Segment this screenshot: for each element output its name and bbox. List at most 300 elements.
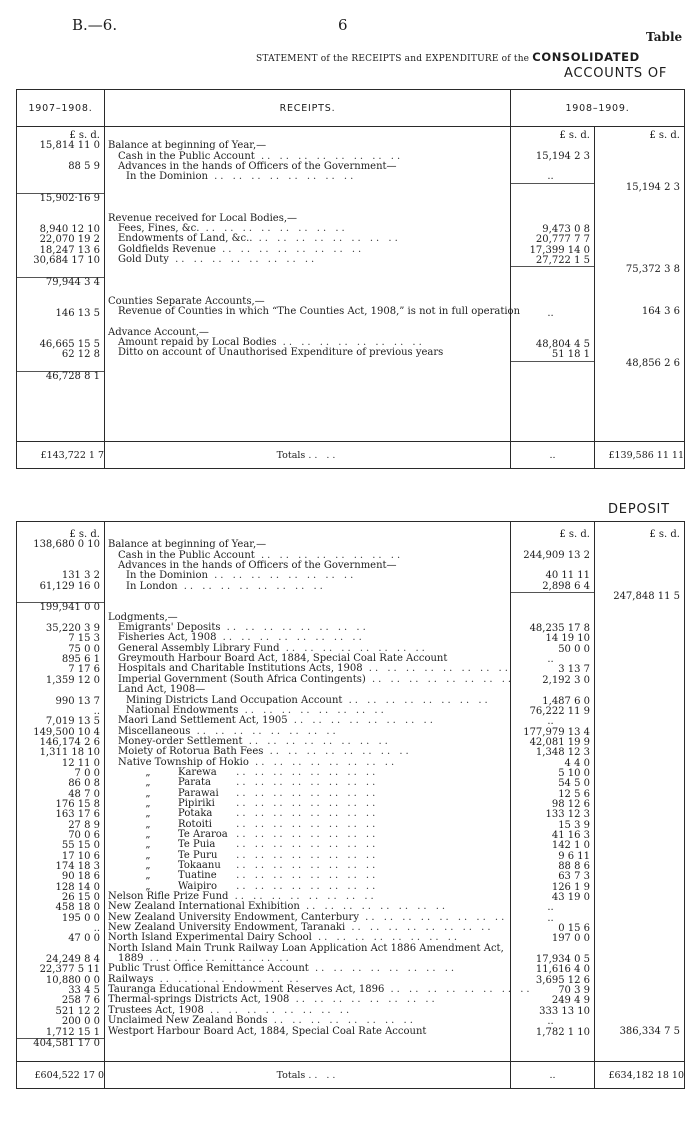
total-value bbox=[595, 1006, 684, 1016]
total-value bbox=[595, 623, 684, 633]
amount-value: 50 0 0 bbox=[558, 643, 590, 655]
deposit-totals-row-label: Totals .. .. bbox=[105, 1062, 511, 1089]
total-value bbox=[595, 162, 684, 172]
total-value bbox=[595, 830, 684, 840]
prev-year-value: 75 0 0 bbox=[68, 643, 100, 655]
leader-dots: .. .. .. .. .. .. .. .. bbox=[230, 777, 379, 789]
description-text: Lodgments,— bbox=[108, 611, 178, 623]
prev-year-value: 55 15 0 bbox=[61, 840, 100, 852]
leader-dots: .. .. .. .. .. .. .. .. bbox=[279, 642, 428, 654]
line-description bbox=[105, 276, 510, 286]
leader-dots: .. .. .. .. .. .. .. .. bbox=[252, 233, 401, 245]
prev-year-value: 1,359 12 0 bbox=[45, 674, 100, 686]
leader-dots: .. .. .. .. .. .. .. .. bbox=[230, 818, 379, 830]
line-description bbox=[105, 305, 521, 317]
description-text: Goldfields Revenue bbox=[118, 243, 216, 255]
leader-dots: .. .. .. .. .. .. .. .. bbox=[230, 860, 379, 871]
total-value bbox=[595, 778, 684, 788]
prev-year-column bbox=[17, 127, 105, 442]
amount-value bbox=[511, 183, 594, 194]
amount-value: 1,487 6 0 bbox=[542, 695, 590, 707]
prev-year-value bbox=[17, 266, 104, 276]
amount-value: 70 3 9 bbox=[558, 985, 590, 997]
prev-year-value: 15,902·16 9 bbox=[17, 193, 104, 204]
description-text: Counties Separate Accounts,— bbox=[108, 295, 265, 307]
leader-dots: .. .. .. .. .. .. .. .. bbox=[311, 932, 461, 944]
prev-year-value bbox=[17, 319, 104, 329]
amount-value: 27,722 1 5 bbox=[535, 255, 590, 267]
total-value bbox=[595, 902, 684, 912]
amount-value: 0 15 6 bbox=[558, 923, 590, 935]
description-text: Miscellaneous bbox=[118, 725, 191, 737]
line-description bbox=[105, 265, 510, 275]
description-text: „ bbox=[145, 777, 151, 789]
amount-value: £ s. d. bbox=[559, 130, 590, 141]
description-text: Mining Districts Land Occupation Account bbox=[126, 694, 343, 706]
statement-emphasis: CONSOLIDATED bbox=[532, 50, 640, 64]
col-header-next-year: 1908–1909. bbox=[511, 90, 685, 127]
amount-value: 177,979 13 4 bbox=[523, 726, 590, 738]
amount-value bbox=[511, 288, 594, 298]
total-value bbox=[595, 245, 684, 255]
deposit-total-next-year: £634,182 18 10 bbox=[595, 1062, 685, 1089]
total-value: 48,856 2 6 bbox=[625, 357, 680, 369]
prev-year-value: .. bbox=[93, 705, 100, 717]
description-text: Emigrants' Deposits bbox=[118, 622, 221, 634]
leader-dots: .. .. .. .. .. .. .. .. bbox=[230, 766, 379, 778]
township-name: Rotoiti bbox=[178, 818, 213, 830]
total-value bbox=[595, 975, 684, 985]
total-value bbox=[595, 789, 684, 799]
total-value bbox=[595, 551, 684, 561]
leader-dots: .. .. .. .. .. .. .. .. bbox=[289, 994, 438, 1006]
description-text: Nelson Rifle Prize Fund bbox=[108, 891, 229, 903]
total-value: 386,334 7 5 bbox=[619, 1025, 680, 1037]
amount-value: 133 12 3 bbox=[545, 809, 590, 821]
line-description bbox=[105, 359, 510, 369]
township-name: Te Puru bbox=[178, 849, 218, 861]
amount-value: 197 0 0 bbox=[551, 933, 590, 945]
prev-year-value bbox=[17, 288, 104, 298]
description-text: „ bbox=[145, 880, 151, 892]
leader-dots: .. .. .. .. .. .. .. .. bbox=[238, 704, 387, 716]
line-description bbox=[105, 255, 510, 265]
total-value: 75,372 3 8 bbox=[625, 264, 680, 276]
amount-value: 14 19 10 bbox=[545, 633, 590, 645]
prev-year-value: 86 0 8 bbox=[68, 778, 100, 790]
township-name: Pipiriki bbox=[178, 797, 215, 809]
description-text: Amount repaid by Local Bodies bbox=[118, 336, 277, 348]
prev-year-value: 1,712 15 1 bbox=[45, 1026, 100, 1038]
prev-year-value: 128 14 0 bbox=[55, 881, 100, 893]
total-amount-placeholder: .. bbox=[511, 442, 595, 469]
amount-value: 15,194 2 3 bbox=[535, 150, 590, 162]
leader-dots: .. .. .. .. .. .. .. .. bbox=[384, 984, 533, 996]
total-value bbox=[595, 193, 684, 203]
amount-value bbox=[511, 592, 594, 603]
leader-dots: .. .. .. .. .. .. .. .. bbox=[342, 694, 491, 706]
amount-value: 1,782 1 10 bbox=[535, 1026, 590, 1038]
prev-year-value bbox=[17, 551, 104, 561]
deposit-heading: DEPOSIT bbox=[608, 502, 670, 517]
total-value bbox=[595, 799, 684, 809]
total-value bbox=[595, 141, 684, 151]
amount-value: 48,235 17 8 bbox=[529, 623, 590, 635]
township-name: Parawai bbox=[178, 787, 219, 799]
description-text: Cash in the Public Account bbox=[118, 150, 255, 162]
description-text: Land Act, 1908— bbox=[118, 684, 206, 696]
description-text: Endowments of Land, &c.. bbox=[118, 233, 253, 245]
leader-dots: .. .. .. .. .. .. .. .. bbox=[230, 797, 379, 809]
total-value bbox=[595, 644, 684, 654]
total-value bbox=[595, 664, 684, 674]
total-value: £ s. d. bbox=[649, 529, 680, 540]
description-text: Revenue of Counties in which “The Counties Act, 1908,” is not in full operation bbox=[118, 305, 521, 317]
total-value bbox=[595, 328, 684, 338]
amount-value: 2,898 6 4 bbox=[542, 580, 590, 592]
prev-year-value: 176 15 8 bbox=[55, 798, 100, 810]
description-text: Advances in the hands of Officers of the Government— bbox=[118, 161, 397, 173]
total-value bbox=[595, 944, 684, 954]
amount-value: 12 5 6 bbox=[558, 788, 590, 800]
prev-year-value bbox=[17, 172, 104, 182]
description-text: „ bbox=[145, 828, 151, 840]
total-value bbox=[595, 214, 684, 224]
total-value bbox=[595, 675, 684, 685]
prev-year-value: .. bbox=[93, 923, 100, 935]
description-text: Money-order Settlement bbox=[118, 735, 243, 747]
prev-year-value: 258 7 6 bbox=[61, 995, 100, 1007]
deposit-prev-year-column bbox=[17, 522, 105, 1062]
description-text: New Zealand University Endowment, Taranaki bbox=[108, 922, 346, 934]
prev-year-value: 7,019 13 5 bbox=[45, 716, 100, 728]
amount-value: 9,473 0 8 bbox=[542, 224, 590, 236]
prev-year-value: 1,311 18 10 bbox=[39, 747, 100, 759]
total-value bbox=[595, 840, 684, 850]
prev-year-value: 22,070 19 2 bbox=[39, 234, 100, 246]
prev-year-value bbox=[17, 183, 104, 193]
col-header-receipts: RECEIPTS. bbox=[105, 90, 511, 127]
total-prev-year: £143,722 1 7 bbox=[17, 442, 105, 469]
description-text: Tauranga Educational Endowment Reserves Act, 1896 bbox=[108, 984, 385, 996]
leader-dots: .. .. .. .. .. .. .. .. bbox=[365, 673, 515, 685]
total-value bbox=[595, 561, 684, 571]
total-value bbox=[595, 1037, 684, 1047]
total-value bbox=[595, 892, 684, 902]
total-value bbox=[595, 633, 684, 643]
prev-year-value: 404,581 17 0 bbox=[17, 1038, 104, 1049]
amount-value: 51 18 1 bbox=[551, 349, 590, 361]
total-value bbox=[595, 234, 684, 244]
leader-dots: .. .. .. .. .. .. .. .. bbox=[230, 880, 379, 892]
leader-dots: .. .. .. .. .. .. .. .. bbox=[267, 1015, 416, 1027]
leader-dots: .. .. .. .. .. .. .. .. bbox=[362, 663, 511, 675]
description-text: General Assembly Library Fund bbox=[118, 642, 280, 654]
prev-year-value: £ s. d. bbox=[69, 130, 100, 141]
total-value bbox=[595, 758, 684, 768]
total-value bbox=[595, 540, 684, 550]
township-name: Tuatine bbox=[178, 870, 217, 882]
line-description bbox=[105, 592, 510, 602]
total-value bbox=[595, 338, 684, 348]
line-description bbox=[105, 1037, 510, 1047]
amount-value bbox=[511, 361, 594, 372]
prev-year-value: 521 12 2 bbox=[55, 1005, 100, 1017]
total-value bbox=[595, 809, 684, 819]
amount-value: 142 1 0 bbox=[551, 840, 590, 852]
prev-year-value: 48 7 0 bbox=[68, 788, 100, 800]
amount-column bbox=[511, 127, 595, 442]
township-name: Parata bbox=[178, 777, 211, 789]
amount-value: 9 6 11 bbox=[558, 850, 590, 862]
line-description bbox=[105, 172, 510, 182]
prev-year-value: 7 0 0 bbox=[74, 767, 100, 779]
amount-value: 63 7 3 bbox=[558, 871, 590, 883]
description-text: „ bbox=[145, 839, 151, 851]
description-text: New Zealand International Exhibition bbox=[108, 901, 300, 913]
amount-value bbox=[511, 686, 594, 696]
amount-value: .. bbox=[547, 1016, 554, 1028]
leader-dots: .. .. .. .. .. .. .. .. bbox=[168, 254, 318, 266]
leader-dots: .. .. .. .. .. .. .. .. bbox=[143, 953, 292, 965]
leader-dots: .. .. .. .. .. .. .. .. bbox=[230, 828, 379, 840]
total-value bbox=[595, 995, 684, 1005]
description-text: Moiety of Rotorua Bath Fees bbox=[118, 746, 264, 758]
description-text: Advances in the hands of Officers of the Government— bbox=[118, 560, 397, 572]
prev-year-value: 458 18 0 bbox=[55, 902, 100, 914]
description-text: „ bbox=[145, 797, 151, 809]
amount-value: 126 1 9 bbox=[551, 881, 590, 893]
deposit-table bbox=[16, 521, 685, 1089]
amount-value bbox=[511, 603, 594, 613]
prev-year-value bbox=[17, 592, 104, 602]
deposit-total-prev-year: £604,522 17 0 bbox=[17, 1062, 105, 1089]
page-reference: B.—6. bbox=[72, 16, 118, 34]
total-value bbox=[595, 851, 684, 861]
prev-year-value: 195 0 0 bbox=[61, 912, 100, 924]
total-value bbox=[595, 152, 684, 162]
prev-year-value bbox=[17, 686, 104, 696]
amount-value bbox=[511, 319, 594, 329]
description-text: Hospitals and Charitable Institutions Acts, 1908 bbox=[118, 663, 363, 675]
amount-value bbox=[511, 1038, 594, 1048]
total-value bbox=[595, 286, 684, 296]
description-text: In London bbox=[126, 580, 178, 592]
amount-value: £ s. d. bbox=[559, 529, 590, 540]
leader-dots: .. .. .. .. .. .. .. .. bbox=[308, 963, 458, 975]
prev-year-value: 138,680 0 10 bbox=[33, 539, 100, 551]
prev-year-value: £ s. d. bbox=[69, 529, 100, 540]
leader-dots: .. .. .. .. .. .. .. .. bbox=[230, 870, 379, 882]
prev-year-value: 131 3 2 bbox=[61, 570, 100, 582]
leader-dots: .. .. .. .. .. .. .. .. bbox=[248, 756, 398, 768]
leader-dots: .. .. .. .. .. .. .. .. bbox=[190, 725, 339, 737]
description-text: 1889 bbox=[118, 953, 144, 965]
total-value bbox=[595, 768, 684, 778]
amount-value: 3,695 12 6 bbox=[535, 974, 590, 986]
amount-value: 4 4 0 bbox=[564, 757, 590, 769]
amount-value: 333 13 10 bbox=[539, 1005, 590, 1017]
description-text: New Zealand University Endowment, Canterbury bbox=[108, 911, 359, 923]
prev-year-value: 46,665 15 5 bbox=[39, 338, 100, 350]
table-label: Table bbox=[646, 30, 683, 44]
total-value bbox=[595, 923, 684, 933]
description-text: Gold Duty bbox=[118, 254, 169, 266]
description-text: North Island Experimental Dairy School bbox=[108, 932, 312, 944]
amount-value: 249 4 9 bbox=[551, 995, 590, 1007]
receipts-table bbox=[16, 89, 685, 469]
col-header-prev-year: 1907–1908. bbox=[17, 90, 105, 127]
description-text: „ bbox=[145, 849, 151, 861]
leader-dots: .. .. .. .. .. .. .. .. bbox=[215, 243, 365, 255]
total-value bbox=[595, 571, 684, 581]
amount-value bbox=[511, 278, 594, 288]
amount-value: .. bbox=[547, 654, 554, 666]
leader-dots: .. .. .. .. .. .. .. .. bbox=[220, 622, 369, 634]
leader-dots: .. .. .. .. .. .. .. .. bbox=[228, 891, 377, 903]
total-value bbox=[595, 871, 684, 881]
prev-year-value: 18,247 13 6 bbox=[39, 244, 100, 256]
statement-continuation: ACCOUNTS OF bbox=[564, 66, 668, 81]
amount-value: 2,192 3 0 bbox=[542, 674, 590, 686]
total-value bbox=[595, 737, 684, 747]
description-text: „ bbox=[145, 787, 151, 799]
total-value bbox=[595, 696, 684, 706]
amount-value: 1,348 12 3 bbox=[535, 747, 590, 759]
prev-year-value: 163 17 6 bbox=[55, 809, 100, 821]
description-text: Ditto on account of Unauthorised Expenditure of previous years bbox=[118, 347, 444, 359]
prev-year-value bbox=[17, 204, 104, 214]
prev-year-value: 146,174 2 6 bbox=[39, 736, 100, 748]
description-text: Balance at beginning of Year,— bbox=[108, 140, 267, 152]
description-column bbox=[105, 127, 521, 442]
prev-year-value: 7 15 3 bbox=[68, 633, 100, 645]
description-text: „ bbox=[145, 870, 151, 882]
leader-dots: .. .. .. .. .. .. .. .. bbox=[263, 746, 412, 758]
prev-year-value: 199,941 0 0 bbox=[17, 602, 104, 613]
total-value bbox=[595, 1016, 684, 1026]
prev-year-value: 174 18 3 bbox=[55, 861, 100, 872]
amount-value: 40 11 11 bbox=[545, 570, 590, 582]
total-value bbox=[595, 985, 684, 995]
total-value bbox=[595, 348, 684, 358]
leader-dots: .. .. .. .. .. .. .. .. bbox=[345, 922, 494, 934]
amount-value: .. bbox=[547, 307, 554, 319]
leader-dots: .. .. .. .. .. .. .. .. bbox=[254, 150, 404, 162]
description-text: Fees, Fines, &c. bbox=[118, 223, 200, 235]
amount-value: 244,909 13 2 bbox=[523, 549, 590, 561]
leader-dots: .. .. .. .. .. .. .. .. bbox=[287, 715, 436, 727]
township-name: Karewa bbox=[178, 766, 217, 778]
line-description bbox=[105, 1027, 510, 1037]
total-value bbox=[595, 727, 684, 737]
deposit-amount-column bbox=[511, 522, 595, 1062]
leader-dots: .. .. .. .. .. .. .. .. bbox=[254, 549, 404, 561]
prev-year-value: 990 13 7 bbox=[55, 695, 100, 707]
township-name: Waipiro bbox=[178, 880, 217, 892]
total-value bbox=[595, 716, 684, 726]
prev-year-value: 88 5 9 bbox=[68, 161, 100, 173]
page-number: 6 bbox=[338, 16, 348, 34]
totals-row-label: Totals .. .. bbox=[105, 442, 511, 469]
prev-year-value: 24,249 8 4 bbox=[45, 954, 100, 966]
description-text: Trustees Act, 1908 bbox=[108, 1004, 204, 1016]
total-value bbox=[595, 203, 684, 213]
line-description bbox=[105, 183, 510, 193]
amount-value: 17,399 14 0 bbox=[529, 244, 590, 256]
leader-dots: .. .. .. .. .. .. .. .. bbox=[153, 973, 302, 985]
statement-prefix: STATEMENT of the RECEIPTS and EXPENDITURE of the bbox=[256, 54, 530, 64]
leader-dots: .. .. .. .. .. .. .. .. bbox=[242, 735, 391, 747]
leader-dots: .. .. .. .. .. .. .. .. bbox=[276, 336, 425, 348]
description-text: North Island Main Trunk Railway Loan Application Act 1886 Amendment Act, bbox=[108, 942, 504, 954]
prev-year-value: 200 0 0 bbox=[61, 1016, 100, 1028]
leader-dots: .. .. .. .. .. .. .. .. bbox=[230, 787, 379, 799]
leader-dots: .. .. .. .. .. .. .. .. bbox=[203, 1004, 353, 1016]
description-text: National Endowments bbox=[126, 704, 239, 716]
amount-value: .. bbox=[547, 902, 554, 914]
statement-title bbox=[256, 50, 640, 64]
amount-value: 3 13 7 bbox=[558, 664, 590, 676]
leader-dots: .. .. .. .. .. .. .. .. bbox=[299, 901, 449, 913]
prev-year-value: 15,814 11 0 bbox=[39, 140, 100, 152]
prev-year-value: 17 10 6 bbox=[61, 850, 100, 862]
line-description bbox=[105, 193, 510, 203]
leader-dots: .. .. .. .. .. .. .. .. bbox=[230, 808, 379, 820]
amount-value: 54 5 0 bbox=[558, 778, 590, 790]
amount-value: .. bbox=[547, 716, 554, 728]
prev-year-value: 12 11 0 bbox=[61, 757, 100, 769]
deposit-description-column bbox=[105, 522, 533, 1062]
amount-value: 20,777 7 7 bbox=[535, 234, 590, 246]
prev-year-value: 62 12 8 bbox=[61, 349, 100, 361]
description-text: Imperial Government (South Africa Contingents) bbox=[118, 673, 366, 685]
description-text: „ bbox=[145, 818, 151, 830]
total-column bbox=[595, 127, 685, 442]
leader-dots: .. .. .. .. .. .. .. .. bbox=[207, 570, 357, 582]
description-text: Public Trust Office Remittance Account bbox=[108, 963, 309, 975]
prev-year-value: 90 18 6 bbox=[61, 871, 100, 883]
description-text: Unclaimed New Zealand Bonds bbox=[108, 1015, 268, 1027]
total-value bbox=[595, 964, 684, 974]
leader-dots: .. .. .. .. .. .. .. .. bbox=[177, 580, 326, 592]
total-value: 15,194 2 3 bbox=[625, 181, 680, 193]
prev-year-value: 22,377 5 11 bbox=[39, 964, 100, 976]
description-text: Fisheries Act, 1908 bbox=[118, 632, 217, 644]
leader-dots: .. .. .. .. .. .. .. .. bbox=[199, 223, 348, 235]
total-value bbox=[595, 747, 684, 757]
prev-year-value bbox=[17, 361, 104, 371]
prev-year-value: 10,880 0 0 bbox=[45, 974, 100, 986]
total-value bbox=[595, 613, 684, 623]
township-name: Te Araroa bbox=[178, 828, 228, 840]
prev-year-value: 61,129 16 0 bbox=[39, 580, 100, 592]
leader-dots: .. .. .. .. .. .. .. .. bbox=[230, 849, 379, 861]
leader-dots: .. .. .. .. .. .. .. .. bbox=[207, 171, 357, 183]
total-value: 164 3 6 bbox=[641, 305, 680, 317]
description-text: Railways bbox=[108, 973, 154, 985]
total-value bbox=[595, 602, 684, 612]
total-value bbox=[595, 954, 684, 964]
total-value bbox=[595, 882, 684, 892]
amount-value: 48,804 4 5 bbox=[535, 338, 590, 350]
description-text: In the Dominion bbox=[126, 171, 208, 183]
prev-year-value: 47 0 0 bbox=[68, 933, 100, 945]
prev-year-value: 46,728 8 1 bbox=[17, 371, 104, 382]
description-text: „ bbox=[145, 808, 151, 820]
total-value bbox=[595, 933, 684, 943]
description-text: Advance Account,— bbox=[108, 326, 209, 338]
